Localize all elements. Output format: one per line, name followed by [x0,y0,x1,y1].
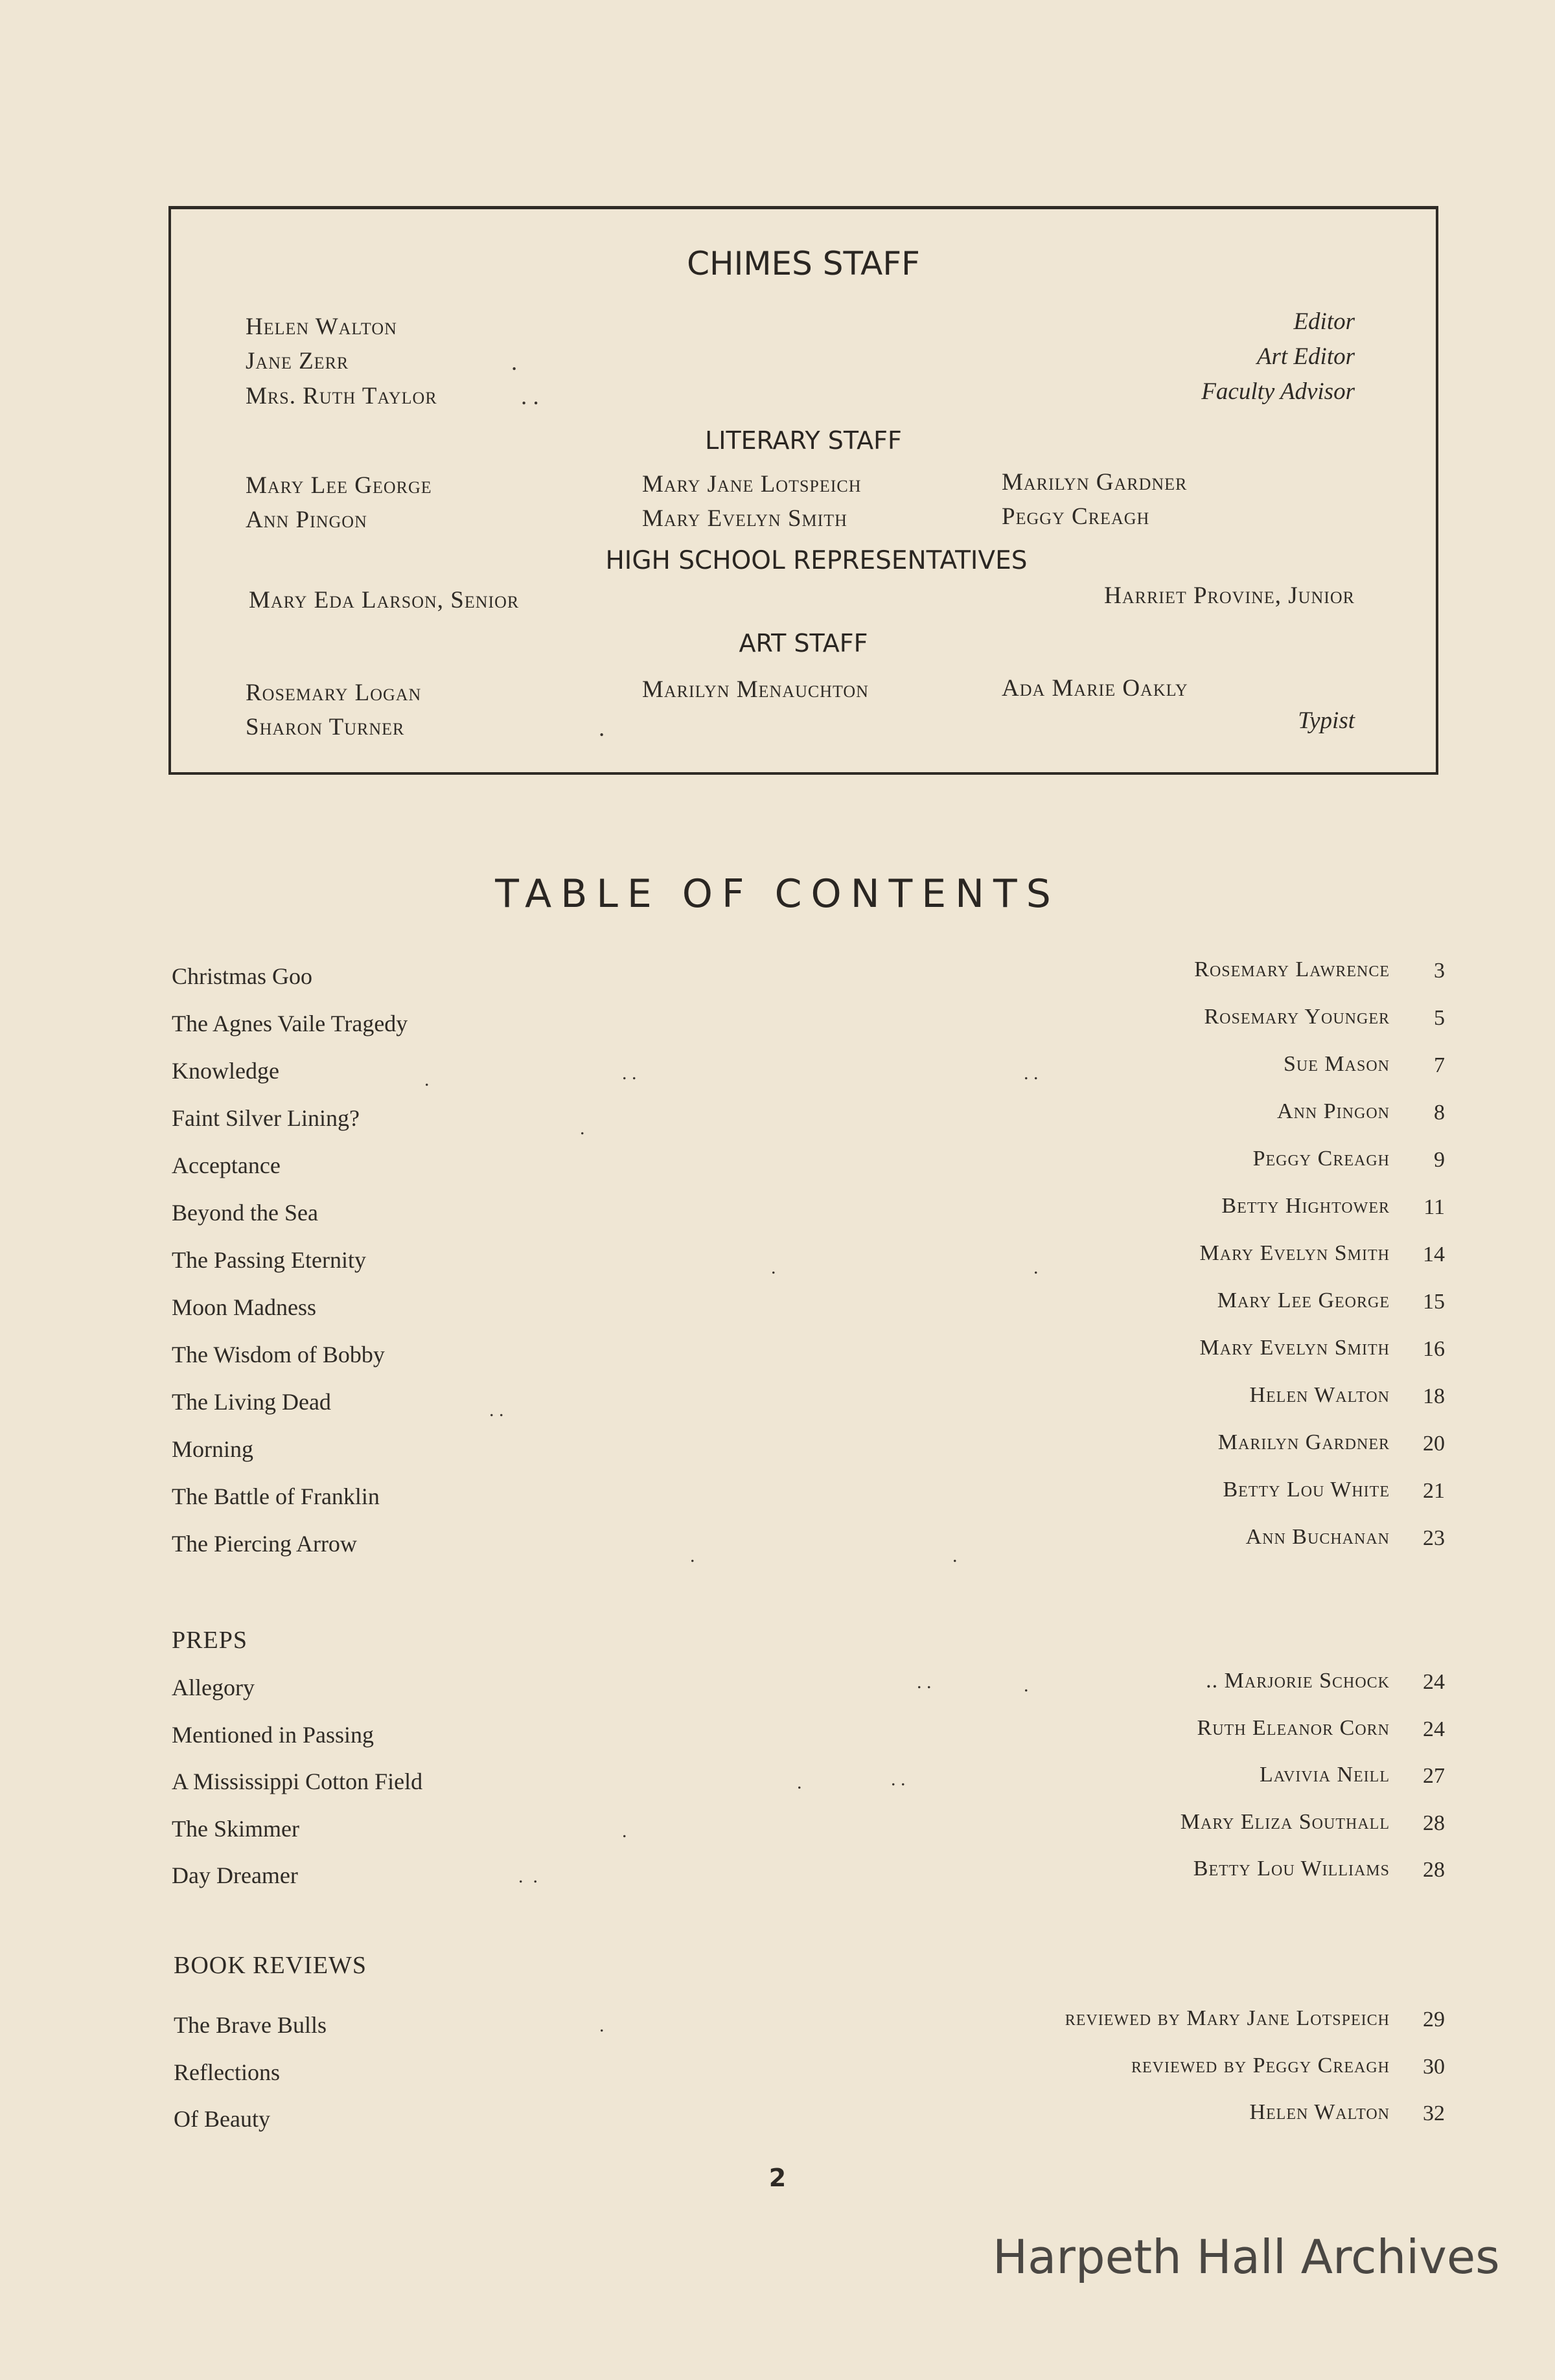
staff-name-advisor: Mrs. Ruth Taylor [246,383,437,409]
leader-dot: . . [489,1399,504,1421]
toc-entry-author: Ann Buchanan [1245,1525,1390,1549]
toc-entry-page: 7 [1434,1053,1445,1077]
staff-role-art-editor: Art Editor [1256,343,1355,370]
leader-dot: . . [917,1671,932,1693]
literary-staff-heading: LITERARY STAFF [705,426,902,455]
art-staff-heading: ART STAFF [739,629,868,658]
toc-entry-author: Ann Pingon [1277,1099,1390,1123]
staff-role-editor: Editor [1293,308,1355,335]
hs-representative: Mary Eda Larson, Senior [249,587,520,613]
toc-entry-page: 29 [1423,2008,1445,2031]
toc-entry-author: Mary Evelyn Smith [1199,1241,1390,1265]
toc-entry-page: 5 [1434,1006,1445,1030]
leader-dot: . [511,349,518,376]
hs-representatives-heading: HIGH SCHOOL REPRESENTATIVES [605,546,1028,575]
staff-name-art-editor: Jane Zerr [246,348,349,374]
leader-dot: . . [622,1062,637,1084]
toc-entry-author: Lavivia Neill [1259,1763,1390,1787]
staff-box [168,206,1438,775]
art-member: Ada Marie Oakly [1002,675,1188,702]
toc-entry-title: Moon Madness [172,1294,316,1320]
toc-entry-title: The Passing Eternity [172,1247,366,1273]
toc-entry-page: 8 [1434,1101,1445,1125]
toc-entry-author: Sue Mason [1284,1052,1390,1076]
leader-dot: . . [521,383,539,410]
toc-entry-page: 28 [1423,1811,1445,1835]
toc-entry-author: Helen Walton [1249,2100,1390,2124]
leader-dot: . [952,1545,958,1566]
leader-dot: . [580,1117,585,1139]
toc-entry-author: reviewed by Mary Jane Lotspeich [1065,2006,1390,2030]
staff-name-editor: Helen Walton [246,314,397,340]
leader-dot: . [690,1545,695,1566]
leader-dot: . [1024,1675,1029,1696]
literary-member: Ann Pingon [246,507,367,533]
toc-entry-page: 32 [1423,2101,1445,2125]
toc-entry-title: The Battle of Franklin [172,1483,380,1509]
hs-representative: Harriet Provine, Junior [1104,582,1355,609]
leader-dot: . [1033,1257,1039,1278]
toc-entry-title: Knowledge [172,1058,279,1084]
toc-entry-page: 20 [1423,1432,1445,1456]
toc-entry-title: Acceptance [172,1152,281,1178]
toc-entry-title: Day Dreamer [172,1862,298,1888]
typist-role: Typist [1298,707,1355,734]
literary-member: Mary Evelyn Smith [642,505,847,532]
toc-entry-page: 21 [1423,1479,1445,1503]
toc-entry-page: 28 [1423,1858,1445,1882]
leader-dot: . . [891,1768,906,1790]
toc-entry-page: 30 [1423,2054,1445,2079]
toc-entry-page: 15 [1423,1290,1445,1314]
toc-entry-title: The Brave Bulls [174,2012,327,2038]
toc-entry-author: Peggy Creagh [1252,1147,1390,1171]
toc-entry-author: Rosemary Lawrence [1194,957,1390,981]
art-member: Marilyn Menauchton [642,676,869,703]
preps-heading: PREPS [172,1627,248,1654]
toc-entry-title: Mentioned in Passing [172,1721,374,1748]
toc-entry-author: Betty Lou Williams [1193,1857,1390,1881]
leader-dot: . [599,2015,605,2036]
toc-entry-title: Morning [172,1436,253,1462]
toc-entry-title: Faint Silver Lining? [172,1105,360,1131]
toc-entry-title: Allegory [172,1675,255,1700]
toc-entry-page: 11 [1423,1195,1445,1219]
toc-entry-author: Mary Lee George [1217,1288,1390,1312]
toc-entry-page: 18 [1423,1384,1445,1408]
art-member: Rosemary Logan [246,680,422,706]
leader-dot: . [622,1820,627,1842]
toc-entry-author: Helen Walton [1249,1383,1390,1407]
toc-entry-page: 24 [1423,1670,1445,1694]
staff-title: CHIMES STAFF [687,245,920,282]
toc-entry-author: Betty Hightower [1221,1194,1390,1218]
toc-entry-page: 16 [1423,1337,1445,1361]
literary-member: Marilyn Gardner [1002,469,1188,496]
toc-entry-title: The Piercing Arrow [172,1531,357,1557]
literary-member: Mary Jane Lotspeich [642,471,862,498]
literary-member: Mary Lee George [246,472,432,499]
toc-entry-title: Beyond the Sea [172,1200,318,1226]
toc-entry-title: The Living Dead [172,1389,331,1415]
toc-entry-author: Mary Evelyn Smith [1199,1336,1390,1360]
toc-entry-title: The Wisdom of Bobby [172,1342,385,1367]
toc-entry-author: Betty Lou White [1223,1478,1390,1502]
toc-entry-page: 3 [1434,959,1445,983]
toc-entry-page: 14 [1423,1242,1445,1266]
toc-entry-page: 23 [1423,1526,1445,1550]
leader-dot: . . [1024,1062,1039,1084]
toc-entry-author: Ruth Eleanor Corn [1197,1715,1390,1740]
toc-entry-page: 27 [1423,1764,1445,1788]
toc-entry-title: The Agnes Vaile Tragedy [172,1011,408,1036]
leader-dot: . [797,1772,802,1793]
staff-role-advisor: Faculty Advisor [1201,378,1355,405]
literary-member: Peggy Creagh [1002,503,1150,530]
leader-dot: . [424,1069,430,1090]
toc-entry-title: A Mississippi Cotton Field [172,1768,423,1794]
toc-entry-title: The Skimmer [172,1815,299,1842]
toc-title: TABLE OF CONTENTS [495,871,1060,917]
page-number: 2 [768,2164,787,2192]
leader-dot: . [599,715,605,742]
art-member: Sharon Turner [246,714,405,740]
book-reviews-heading: BOOK REVIEWS [174,1952,367,1979]
toc-entry-page: 24 [1423,1717,1445,1741]
toc-entry-author: Mary Eliza Southall [1180,1809,1390,1834]
toc-entry-title: Reflections [174,2059,280,2085]
toc-entry-author: reviewed by Peggy Creagh [1131,2053,1390,2077]
toc-entry-title: Christmas Goo [172,963,313,989]
toc-entry-page: 9 [1434,1148,1445,1172]
archives-watermark: Harpeth Hall Archives [993,2230,1500,2284]
toc-entry-author: Marilyn Gardner [1217,1430,1390,1454]
toc-entry-author: Rosemary Younger [1204,1005,1390,1029]
toc-entry-author: .. Marjorie Schock [1206,1669,1390,1693]
leader-dot: . . [518,1866,538,1887]
leader-dot: . [771,1257,776,1278]
toc-entry-title: Of Beauty [174,2106,270,2132]
